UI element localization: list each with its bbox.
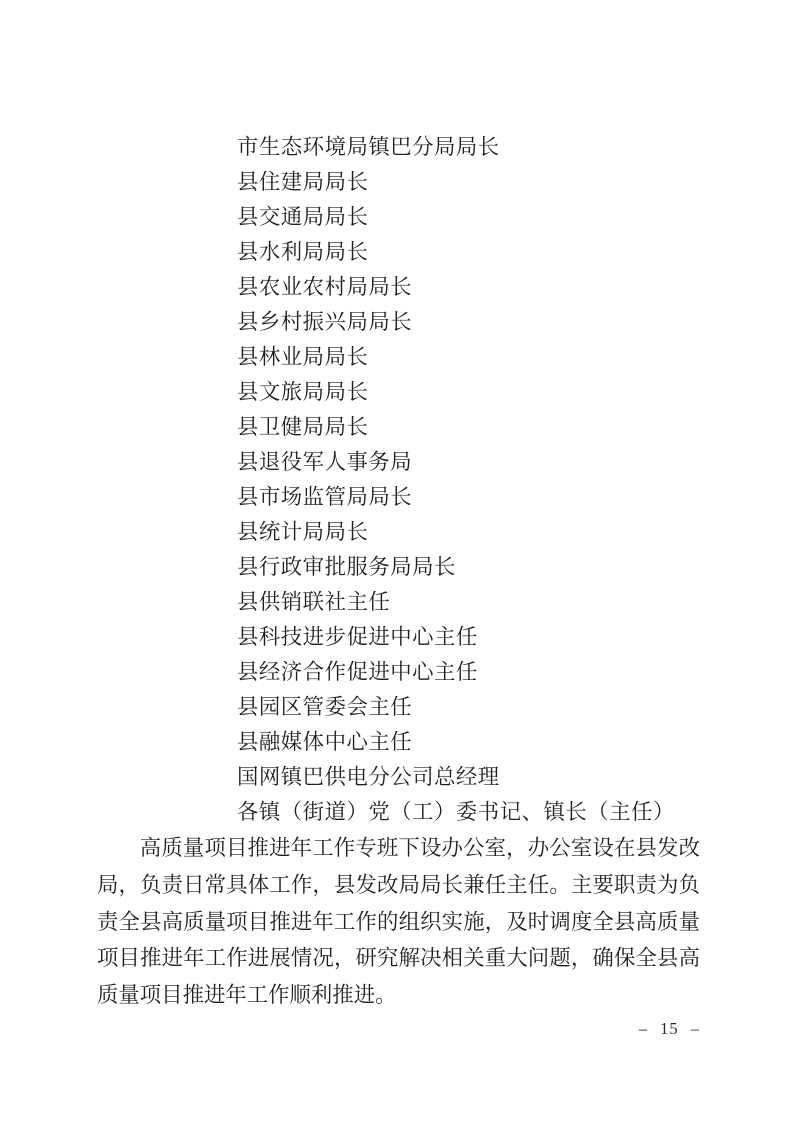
position-list-item: 县融媒体中心主任 [237, 730, 413, 754]
page-number: – 15 – [638, 1019, 700, 1038]
body-paragraph: 高质量项目推进年工作专班下设办公室，办公室设在县发改局，负责日常具体工作，县发改局局长兼任主任。主要职责为负责全县高质量项目推进年工作的组织实施，及时调度全县高质量项目推进年工作进展情况，研究解决相关重大问题，确保全县高质量项目推进年工作顺利推进。 [97, 836, 700, 1008]
position-list-item: 县农业农村局局长 [237, 275, 413, 299]
position-list-item: 县经济合作促进中心主任 [237, 660, 478, 684]
position-list-item: 各镇（街道）党（工）委书记、镇长（主任） [237, 800, 675, 824]
position-list-item: 县市场监管局局长 [237, 485, 413, 509]
position-list-item: 县林业局局长 [237, 345, 369, 369]
position-list-item: 县文旅局局长 [237, 380, 369, 404]
position-list [237, 130, 733, 830]
position-list-item: 县交通局局长 [237, 205, 369, 229]
position-list-item: 县乡村振兴局局长 [237, 310, 413, 334]
position-list-item: 国网镇巴供电分公司总经理 [237, 765, 500, 789]
position-list-item: 县卫健局局长 [237, 415, 369, 439]
position-list-item: 县行政审批服务局局长 [237, 555, 456, 579]
position-list-item: 县供销联社主任 [237, 590, 391, 614]
position-list-item: 县科技进步促进中心主任 [237, 625, 478, 649]
position-list-item: 县住建局局长 [237, 170, 369, 194]
position-list-item: 县园区管委会主任 [237, 695, 413, 719]
position-list-item: 县退役军人事务局 [237, 450, 413, 474]
position-list-item: 县水利局局长 [237, 240, 369, 264]
position-list-item: 市生态环境局镇巴分局局长 [237, 135, 500, 159]
position-list-item: 县统计局局长 [237, 520, 369, 544]
